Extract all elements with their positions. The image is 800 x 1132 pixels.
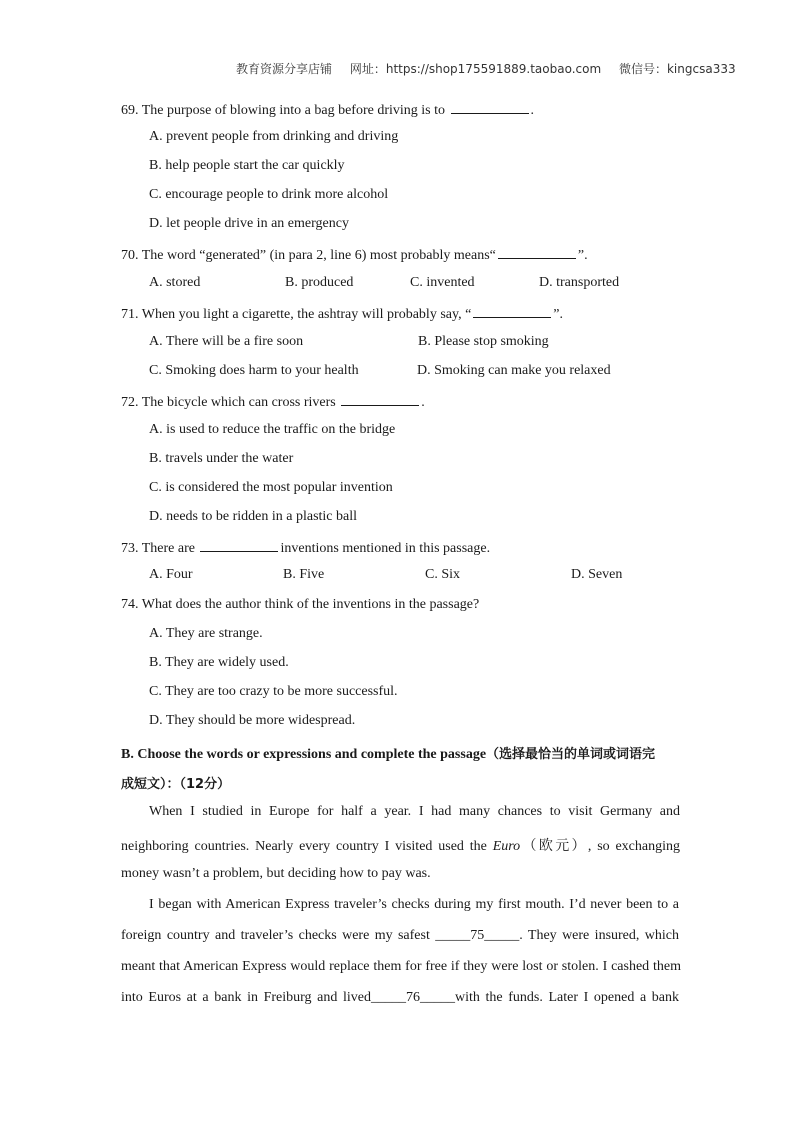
answer-blank — [451, 100, 529, 114]
question-74 — [121, 597, 479, 613]
answer-blank — [498, 245, 576, 259]
question-71: 71. When you light a cigarette, the ashtray will probably say, “ ”. — [121, 304, 563, 323]
section-b-title: B. Choose the words or expressions and complete the passage（选择最恰当的单词或词语完 — [121, 747, 656, 762]
option-c: C. is considered the most popular invention — [149, 480, 393, 495]
option-b: B. produced — [285, 275, 354, 290]
page-header — [236, 60, 750, 77]
option-a: A. prevent people from drinking and driving — [149, 129, 399, 144]
option-d: D. They should be more widespread. — [149, 713, 356, 728]
euro-word: Euro — [492, 839, 521, 854]
passage-line: foreign country and traveler’s checks were my safest _____75_____. They were insured, which — [121, 928, 679, 943]
option-b: B. travels under the water — [149, 451, 294, 466]
passage-line: meant that American Express would replace them for free if they were lost or stolen. I cashed them — [121, 959, 681, 974]
option-b: B. They are widely used. — [149, 655, 289, 670]
shop-name: 教育资源分享店铺 — [236, 62, 333, 76]
option-c: C. Smoking does harm to your health — [149, 363, 359, 378]
question-72: 72. The bicycle which can cross rivers . — [121, 392, 425, 411]
answer-blank — [341, 392, 419, 406]
option-a: A. There will be a fire soon — [149, 334, 304, 349]
question-69: 69. The purpose of blowing into a bag before driving is to . — [121, 100, 534, 119]
option-a: A. They are strange. — [149, 626, 263, 641]
answer-blank — [473, 304, 551, 318]
option-d: D. let people drive in an emergency — [149, 216, 349, 231]
option-b: B. Please stop smoking — [418, 334, 549, 349]
option-b: B. Five — [283, 567, 325, 582]
option-a: A. Four — [149, 567, 193, 582]
blank-76: _____76_____ — [371, 990, 455, 1005]
option-a: A. is used to reduce the traffic on the bridge — [149, 422, 396, 437]
shop-url: 网址：https://shop175591889.taobao.com — [349, 62, 602, 76]
question-70: 70. The word “generated” (in para 2, line 6) most probably means“ ”. — [121, 245, 588, 264]
option-c: C. invented — [410, 275, 475, 290]
question-stem: 73. There are — [121, 541, 195, 556]
option-d: D. transported — [539, 275, 620, 290]
question-73: 73. There are inventions mentioned in this passage. — [121, 538, 490, 557]
passage-line: I began with American Express traveler’s checks during my first mouth. I’d never been to a — [149, 897, 679, 912]
question-stem: 71. When you light a cigarette, the ashtray will probably say, “ — [121, 307, 472, 322]
option-d: D. Smoking can make you relaxed — [417, 363, 611, 378]
option-d: D. Seven — [571, 567, 623, 582]
passage-line: When I studied in Europe for half a year. I had many chances to visit Germany and — [149, 804, 680, 819]
passage-line: money wasn’t a problem, but deciding how to pay was. — [121, 866, 431, 881]
option-b: B. help people start the car quickly — [149, 158, 345, 173]
question-stem: 74. What does the author think of the inventions in the passage? — [121, 597, 480, 612]
option-c: C. Six — [425, 567, 461, 582]
question-stem: 70. The word “generated” (in para 2, line 6) most probably means“ — [121, 248, 496, 263]
section-b-title-cont: 成短文）：（12分） — [121, 777, 231, 792]
answer-blank — [200, 538, 278, 552]
option-d: D. needs to be ridden in a plastic ball — [149, 509, 357, 524]
passage-line: into Euros at a bank in Freiburg and lived_____76_____with the funds. Later I opened a bank — [121, 990, 679, 1005]
passage-line: neighboring countries. Nearly every country I visited used the Euro（欧元）, so exchanging — [121, 839, 681, 854]
blank-75: _____75_____ — [435, 928, 520, 943]
option-c: C. They are too crazy to be more successful. — [149, 684, 398, 699]
option-c: C. encourage people to drink more alcohol — [149, 187, 389, 202]
wechat-id: 微信号：kingcsa333 — [618, 62, 736, 76]
question-stem: 69. The purpose of blowing into a bag before driving is to — [121, 103, 446, 118]
option-a: A. stored — [149, 275, 201, 290]
question-stem: 72. The bicycle which can cross rivers — [121, 395, 336, 410]
